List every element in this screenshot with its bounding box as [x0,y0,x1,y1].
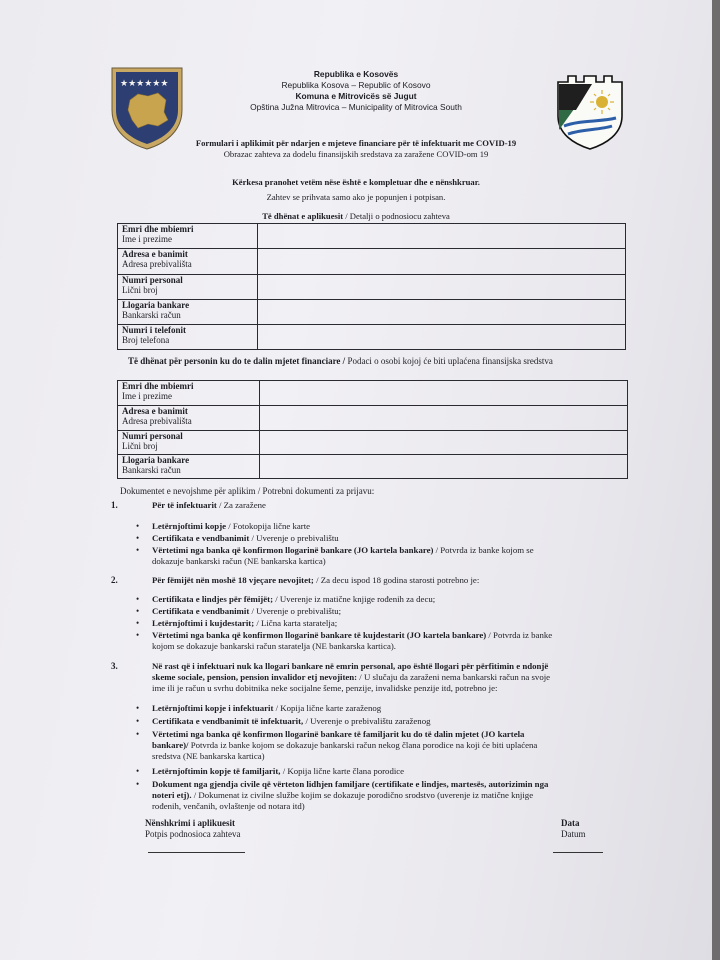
recipient-personal-number-field[interactable] [260,431,628,455]
field-label: Adresa e banimit Adresa prebivališta [118,406,260,431]
address-field[interactable] [258,249,626,275]
table-row [118,406,628,431]
list-item: • Certifikata e vendbanimit / Uverenje o prebivalištu [152,533,339,544]
list-item: • Certifikata e vendbanimit / Uverenje o prebivalištu; [152,606,341,617]
recipient-details-table [117,380,628,479]
notice-albanian: Kërkesa pranohet vetëm nëse është e kompletuar dhe e nënshkruar. [232,177,480,187]
field-label: Llogaria bankare Bankarski račun [118,300,258,325]
section2-title [128,356,553,367]
documents-heading: Dokumentet e nevojshme për aplikim / Potrebni dokumenti za prijavu: [120,486,375,496]
section2-title-sr: Podaci o osobi kojoj će biti uplaćena finansijska sredstva [345,356,553,366]
form-title-serbian: Obrazac zahteva za dodelu finansijskih sredstava za zaražene COVID-om 19 [223,149,489,159]
date-line[interactable] [553,852,603,853]
list-item: • Letërnjoftimi kopje i infektuarit / Kopija lične karte zaraženog [152,703,381,714]
list-item: • Vërtetimi nga banka që konfirmon llogarinë bankare (JO kartela bankare) / Potvrda iz banke kojom se dokazuje bankarski račun (NE bankarska kartica) [152,545,630,567]
form-title-albanian: Formulari i aplikimit për ndarjen e mjeteve financiare për të infektuarit me COVID-19 [195,138,517,148]
bank-account-field[interactable] [258,300,626,325]
field-label: Llogaria bankare Bankarski račun [118,455,260,479]
signature-line[interactable] [148,852,245,853]
list-item: • Letërnjoftimi i kujdestarit; / Lična karta staratelja; [152,618,337,629]
section1-title [0,211,712,222]
list-item: • Certifikata e vendbanimit të infektuarit, / Uverenje o prebivalištu zaraženog [152,716,431,727]
list-number: 2. [111,575,118,585]
table-row [118,455,628,479]
group2-title: Për fëmijët nën moshë 18 vjeçare nevojitet; / Za decu ispod 18 godina starosti potrebno je: [152,575,480,585]
table-row [118,381,628,406]
header-line-4: Opština Južna Mitrovica – Municipality of Mitrovica South [250,102,462,112]
applicant-details-table [117,223,626,350]
field-label: Numri i telefonit Broj telefona [118,325,258,350]
table-row [118,325,626,350]
signature-label: Nënshkrimi i aplikuesit Potpis podnosioca zahteva [145,818,241,839]
recipient-address-field[interactable] [260,406,628,431]
table-row [118,249,626,275]
recipient-name-field[interactable] [260,381,628,406]
list-item: • Certifikata e lindjes për fëmijët; / Uverenje iz matične knjige rođenih za decu; [152,594,435,605]
recipient-bank-account-field[interactable] [260,455,628,479]
field-label: Numri personal Lični broj [118,275,258,300]
list-number: 1. [111,500,118,510]
svg-text:★★★★★★: ★★★★★★ [120,79,169,89]
list-item: • Letërnjoftimin kopje të familjarit, / Kopija lične karte člana porodice [152,766,404,777]
header-line-2: Republika Kosova – Republic of Kosovo [281,80,431,90]
field-label: Emri dhe mbiemri Ime i prezime [118,381,260,406]
full-name-field[interactable] [258,224,626,249]
list-item: • Letërnjoftimi kopje / Fotokopija lične karte [152,521,310,532]
field-label: Numri personal Lični broj [118,431,260,455]
notice-serbian: Zahtev se prihvata samo ako je popunjen i potpisan. [266,192,446,202]
date-label: Data Datum [561,818,586,839]
section1-title-sq: Të dhënat e aplikuesit [262,211,344,221]
table-row [118,224,626,249]
field-label: Adresa e banimit Adresa prebivališta [118,249,258,275]
phone-number-field[interactable] [258,325,626,350]
personal-number-field[interactable] [258,275,626,300]
list-item: • Vërtetimi nga banka që konfirmon llogarinë bankare të kujdestarit (JO kartela bankare) / Potvrda iz banke kojom se dokazuje bankarski račun staratelja (NE bankarska kartica). [152,630,630,652]
field-label: Emri dhe mbiemri Ime i prezime [118,224,258,249]
list-number: 3. [111,661,118,671]
section2-title-sq: Të dhënat për personin ku do te dalin mjetet financiare / [128,356,346,366]
table-row [118,275,626,300]
group1-title: Për të infektuarit / Za zaražene [152,500,266,510]
list-item: • Vërtetimi nga banka që konfirmon llogarinë bankare të familjarit ku do të dalin mjetet (JO kartela bankare)/ Potvrda iz banke kojom se dokazuje bankarski račun nekog člana porodice na koji će biti uplaćena sredstva (NE bankarska kartica) [152,729,537,762]
header-line-3: Komuna e Mitrovicës së Jugut [295,91,417,101]
group3-title: Në rast që i infektuari nuk ka llogari bankare në emrin personal, apo është llogari për përfitimin e ndonjë skeme sociale, pension, pension invalidor etj nevojiten: / U slučaju da zaraženi nema bankarski račun na svoje ime ili je račun u svrhu dobitnika neke socijalne šeme, penzije, invalidske penzije itd, potrebno je: [152,661,551,693]
table-row [118,300,626,325]
table-row [118,431,628,455]
list-item: • Dokument nga gjendja civile që vërteton lidhjen familjare (certifikate e lindjes, martesës, autorizimin nga noteri etj). / Dokumenat iz civilne službe kojim se dokazuje porodično srodstvo (uverenje iz matične knjige rođenih, venčanih, ovlaštenje od notara itd) [152,779,548,812]
header-line-1: Republika e Kosovës [313,69,399,79]
section1-title-sr: / Detalji o podnosiocu zahteva [343,211,450,221]
